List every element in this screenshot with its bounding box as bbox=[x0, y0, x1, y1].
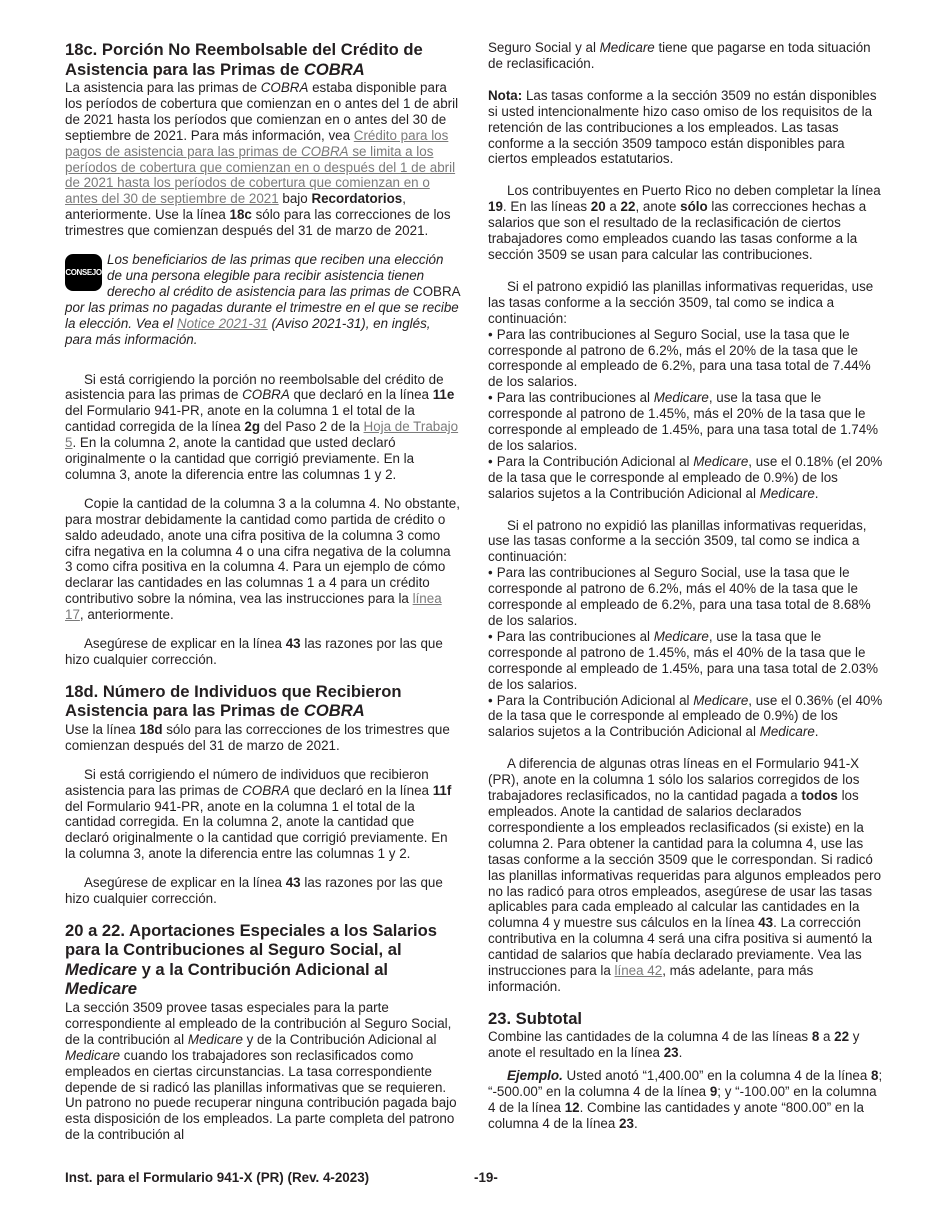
filed-intro: Si el patrono expidió las planillas informativas requeridas, use las tasas conforme a la sección 3509, tal como se indica a continuación: bbox=[488, 278, 874, 326]
line-17-link[interactable]: línea 17 bbox=[65, 591, 442, 623]
tip-box: CONSEJO Los beneficiarios de las primas que reciben una elección de una persona elegible para recibir asistencia tienen derecho al crédito de asistencia para las primas de COBRA por las primas no pagadas durante el trimestre en el que se recibe la elección. Vea el Notice 2021-31 (Aviso 2021-31), en inglés, para más información. bbox=[65, 252, 461, 347]
not-filed-bullet-social-security: • Para las contribuciones al Seguro Social, use la tasa que le corresponde al patrono de 6.2%, más el 40% de la tasa que le corresponde al empleado de 6.2%, para una tasa total de 8.68% de los salarios. bbox=[488, 565, 886, 629]
filed-bullet-additional-medicare: • Para la Contribución Adicional al Medicare, use el 0.18% (el 20% de la tasa que le corresponde al empleado de 0.9%) de los salarios sujetos a la Contribución Adicional al Medicare. bbox=[488, 454, 886, 502]
section-18d-heading: 18d. Número de Individuos que Recibieron Asistencia para las Primas de COBRA bbox=[65, 681, 402, 721]
difference-paragraph: A diferencia de algunas otras líneas en el Formulario 941-X (PR), anote en la columna 1 sólo los salarios corregidos de los trabajadores reclasificados, no la cantidad pagada a todos los empleados. Anote la cantidad de salarios declarados correspondiente a los empleados reclasificados (si existe) en la columna 2. Para obtener la cantidad para la columna 4, use las tasas conforme a la sección 3509 que le correspondan. Si radicó las planillas informativas requeridas para algunos empleados pero no las radicó para otros empleados, asegúrese de usar las tasas aplicables para cada empleado al calcular las cantidades en la columna 4 y muestre sus cálculos en la línea 43. La corrección contributiva en la columna 4 será una cifra positiva si aumentó la cantidad de salarios que había declarado previamente. Vea las instrucciones para la línea 42, más adelante, para más información. bbox=[488, 756, 882, 994]
notice-2021-31-link[interactable]: Notice 2021-31 bbox=[176, 315, 268, 331]
worksheet-5-link[interactable]: Hoja de Trabajo 5 bbox=[65, 419, 459, 451]
filed-bullet-social-security: • Para las contribuciones al Seguro Social, use la tasa que le corresponde al patrono de 6.2%, más el 20% de la tasa que le corresponde al empleado de 6.2%, para una tasa total de 7.44% de los salarios. bbox=[488, 327, 886, 391]
section-18c-paragraph-1: La asistencia para las primas de COBRA estaba disponible para los períodos de cobertura que comienzan en o antes del 1 de abril de 2021 hasta los períodos que comienzan en o antes del 30 de septiembre de 2021. Para más información, vea Crédito para los pagos de asistencia para las primas de COBRA se limita a los períodos de cobertura que comienzan en o después del 1 de abril de 2021 hasta los períodos de cobertura que comienzan en o antes del 30 de septiembre de 2021 bajo Recordatorios, anteriormente. Use la línea 18c sólo para las correcciones de los trimestres que comienzan después del 31 de marzo de 2021. bbox=[65, 80, 459, 239]
section-18c-paragraph-4: Asegúrese de explicar en la línea 43 las razones por las que hizo cualquier corrección. bbox=[65, 636, 443, 667]
note-paragraph: Nota: Las tasas conforme a la sección 3509 no están disponibles si usted intencionalmente hizo caso omiso de los requisitos de la retención de las contribuciones a los empleados. Las tasas conforme a la sección 3509 tampoco están disponibles para ciertos empleados estatutarios. bbox=[488, 87, 877, 167]
section-18d-paragraph-1: Use la línea 18d sólo para las correcciones de los trimestres que comienzan después del 31 de marzo de 2021. bbox=[65, 721, 450, 753]
section-23-heading: 23. Subtotal bbox=[488, 1008, 583, 1028]
example-paragraph: Ejemplo. Usted anotó “1,400.00” en la columna 4 de la línea 8; “-500.00” en la columna 4 de la línea 9; y “-100.00” en la columna 4 de la línea 12. Combine las cantidades y anote “800.00” en la columna 4 de la línea 23. bbox=[488, 1068, 883, 1131]
section-18c-paragraph-2: Si está corrigiendo la porción no reembolsable del crédito de asistencia para las primas de COBRA que declaró en la línea 11e del Formulario 941-PR, anote en la columna 1 el total de la cantidad corregida de la línea 2g del Paso 2 de la Hoja de Trabajo 5. En la columna 2, anote la cantidad que usted declaró originalmente o la cantidad que corrigió previamente. En la columna 3, anote la diferencia entre las columnas 1 y 2. bbox=[65, 371, 459, 482]
section-18d-paragraph-3: Asegúrese de explicar en la línea 43 las razones por las que hizo cualquier corrección. bbox=[65, 875, 443, 907]
section-18d-paragraph-2: Si está corrigiendo el número de individuos que recibieron asistencia para las primas de COBRA que declaró en la línea 11f del Formulario 941-PR, anote en la columna 1 el total de la cantidad corregida. En la columna 2, anote la cantidad que declaró originalmente o la cantidad que corrigió previamente. En la columna 3, anote la diferencia entre las columnas 1 y 2. bbox=[65, 766, 452, 862]
left-column bbox=[65, 40, 461, 1143]
right-column bbox=[488, 40, 886, 1132]
line-42-link[interactable]: línea 42 bbox=[614, 963, 663, 979]
reclassification-paragraph: Seguro Social y al Medicare tiene que pagarse en toda situación de reclasificación. bbox=[488, 40, 871, 71]
section-20-22-paragraph-1: La sección 3509 provee tasas especiales para la parte correspondiente al empleado de la contribución al Seguro Social, de la contribución al Medicare y de la Contribución Adicional al Medicare cuando los trabajadores son reclasificados como empleados en ciertas circunstancias. La tasa correspondiente depende de si radicó las planillas informativas que se requieren. Un patrono no puede recuperar ninguna contribución pagada bajo esta disposición de los empleados. La parte completa del patrono de la contribución al bbox=[65, 999, 457, 1143]
not-filed-intro: Si el patrono no expidió las planillas informativas requeridas, use las tasas conforme a la sección 3509, tal como se indica a continuación: bbox=[488, 517, 867, 565]
consejo-icon: CONSEJO bbox=[65, 254, 102, 291]
section-23-paragraph-1: Combine las cantidades de la columna 4 de las líneas 8 a 22 y anote el resultado en la línea 23. bbox=[488, 1029, 860, 1061]
page-number: -19- bbox=[474, 1170, 498, 1185]
filed-bullet-medicare: • Para las contribuciones al Medicare, use la tasa que le corresponde al patrono de 1.45%, más el 20% de la tasa que le corresponde al empleado de 1.45%, para una tasa total de 1.74% de los salarios. bbox=[488, 390, 886, 454]
form-title: Inst. para el Formulario 941-X (PR) (Rev. 4-2023) bbox=[65, 1170, 370, 1185]
section-18c-paragraph-3: Copie la cantidad de la columna 3 a la columna 4. No obstante, para mostrar debidamente la cantidad como partida de crédito o saldo adeudado, anote una cifra positiva de la columna 3 como cifra negativa en la columna 4 o una cifra negativa de la columna 3 como cifra positiva en la columna 4. Para un ejemplo de cómo declarar las cantidades en las columnas 1 a 4 para un crédito contributivo sobre la nómina, vea las instrucciones para la línea 17, anteriormente. bbox=[65, 495, 460, 623]
puerto-rico-paragraph: Los contribuyentes en Puerto Rico no deben completar la línea 19. En las líneas 20 a 22, anote sólo las correcciones hechas a salarios que son el resultado de la reclasificación de ciertos trabajadores como empleados cuando las tasas conforme a la sección 3509 se usan para calcular las contribuciones. bbox=[488, 183, 881, 262]
not-filed-bullet-medicare: • Para las contribuciones al Medicare, use la tasa que le corresponde al patrono de 1.45%, más el 40% de la tasa que le corresponde al empleado de 1.45%, para una tasa total de 2.03% de los salarios. bbox=[488, 629, 886, 693]
not-filed-bullet-additional-medicare: • Para la Contribución Adicional al Medicare, use el 0.36% (el 40% de la tasa que le corresponde al empleado de 0.9%) de los salarios sujetos a la Contribución Adicional al Medicare. bbox=[488, 693, 886, 741]
page-footer bbox=[65, 1170, 885, 1186]
cobra-credit-link[interactable]: Crédito para los pagos de asistencia para las primas de COBRA se limita a los períodos de cobertura que comienzan en o después del 1 de abril de 2021 hasta los períodos de cobertura que comienzan en o antes del 30 de septiembre de 2021 bbox=[65, 127, 456, 207]
section-20-22-heading: 20 a 22. Aportaciones Especiales a los Salarios para la Contribuciones al Seguro Social, al Medicare y a la Contribución Adicional al Medicare bbox=[65, 920, 438, 999]
section-18c-heading: 18c. Porción No Reembolsable del Crédito de Asistencia para las Primas de COBRA bbox=[65, 40, 423, 79]
